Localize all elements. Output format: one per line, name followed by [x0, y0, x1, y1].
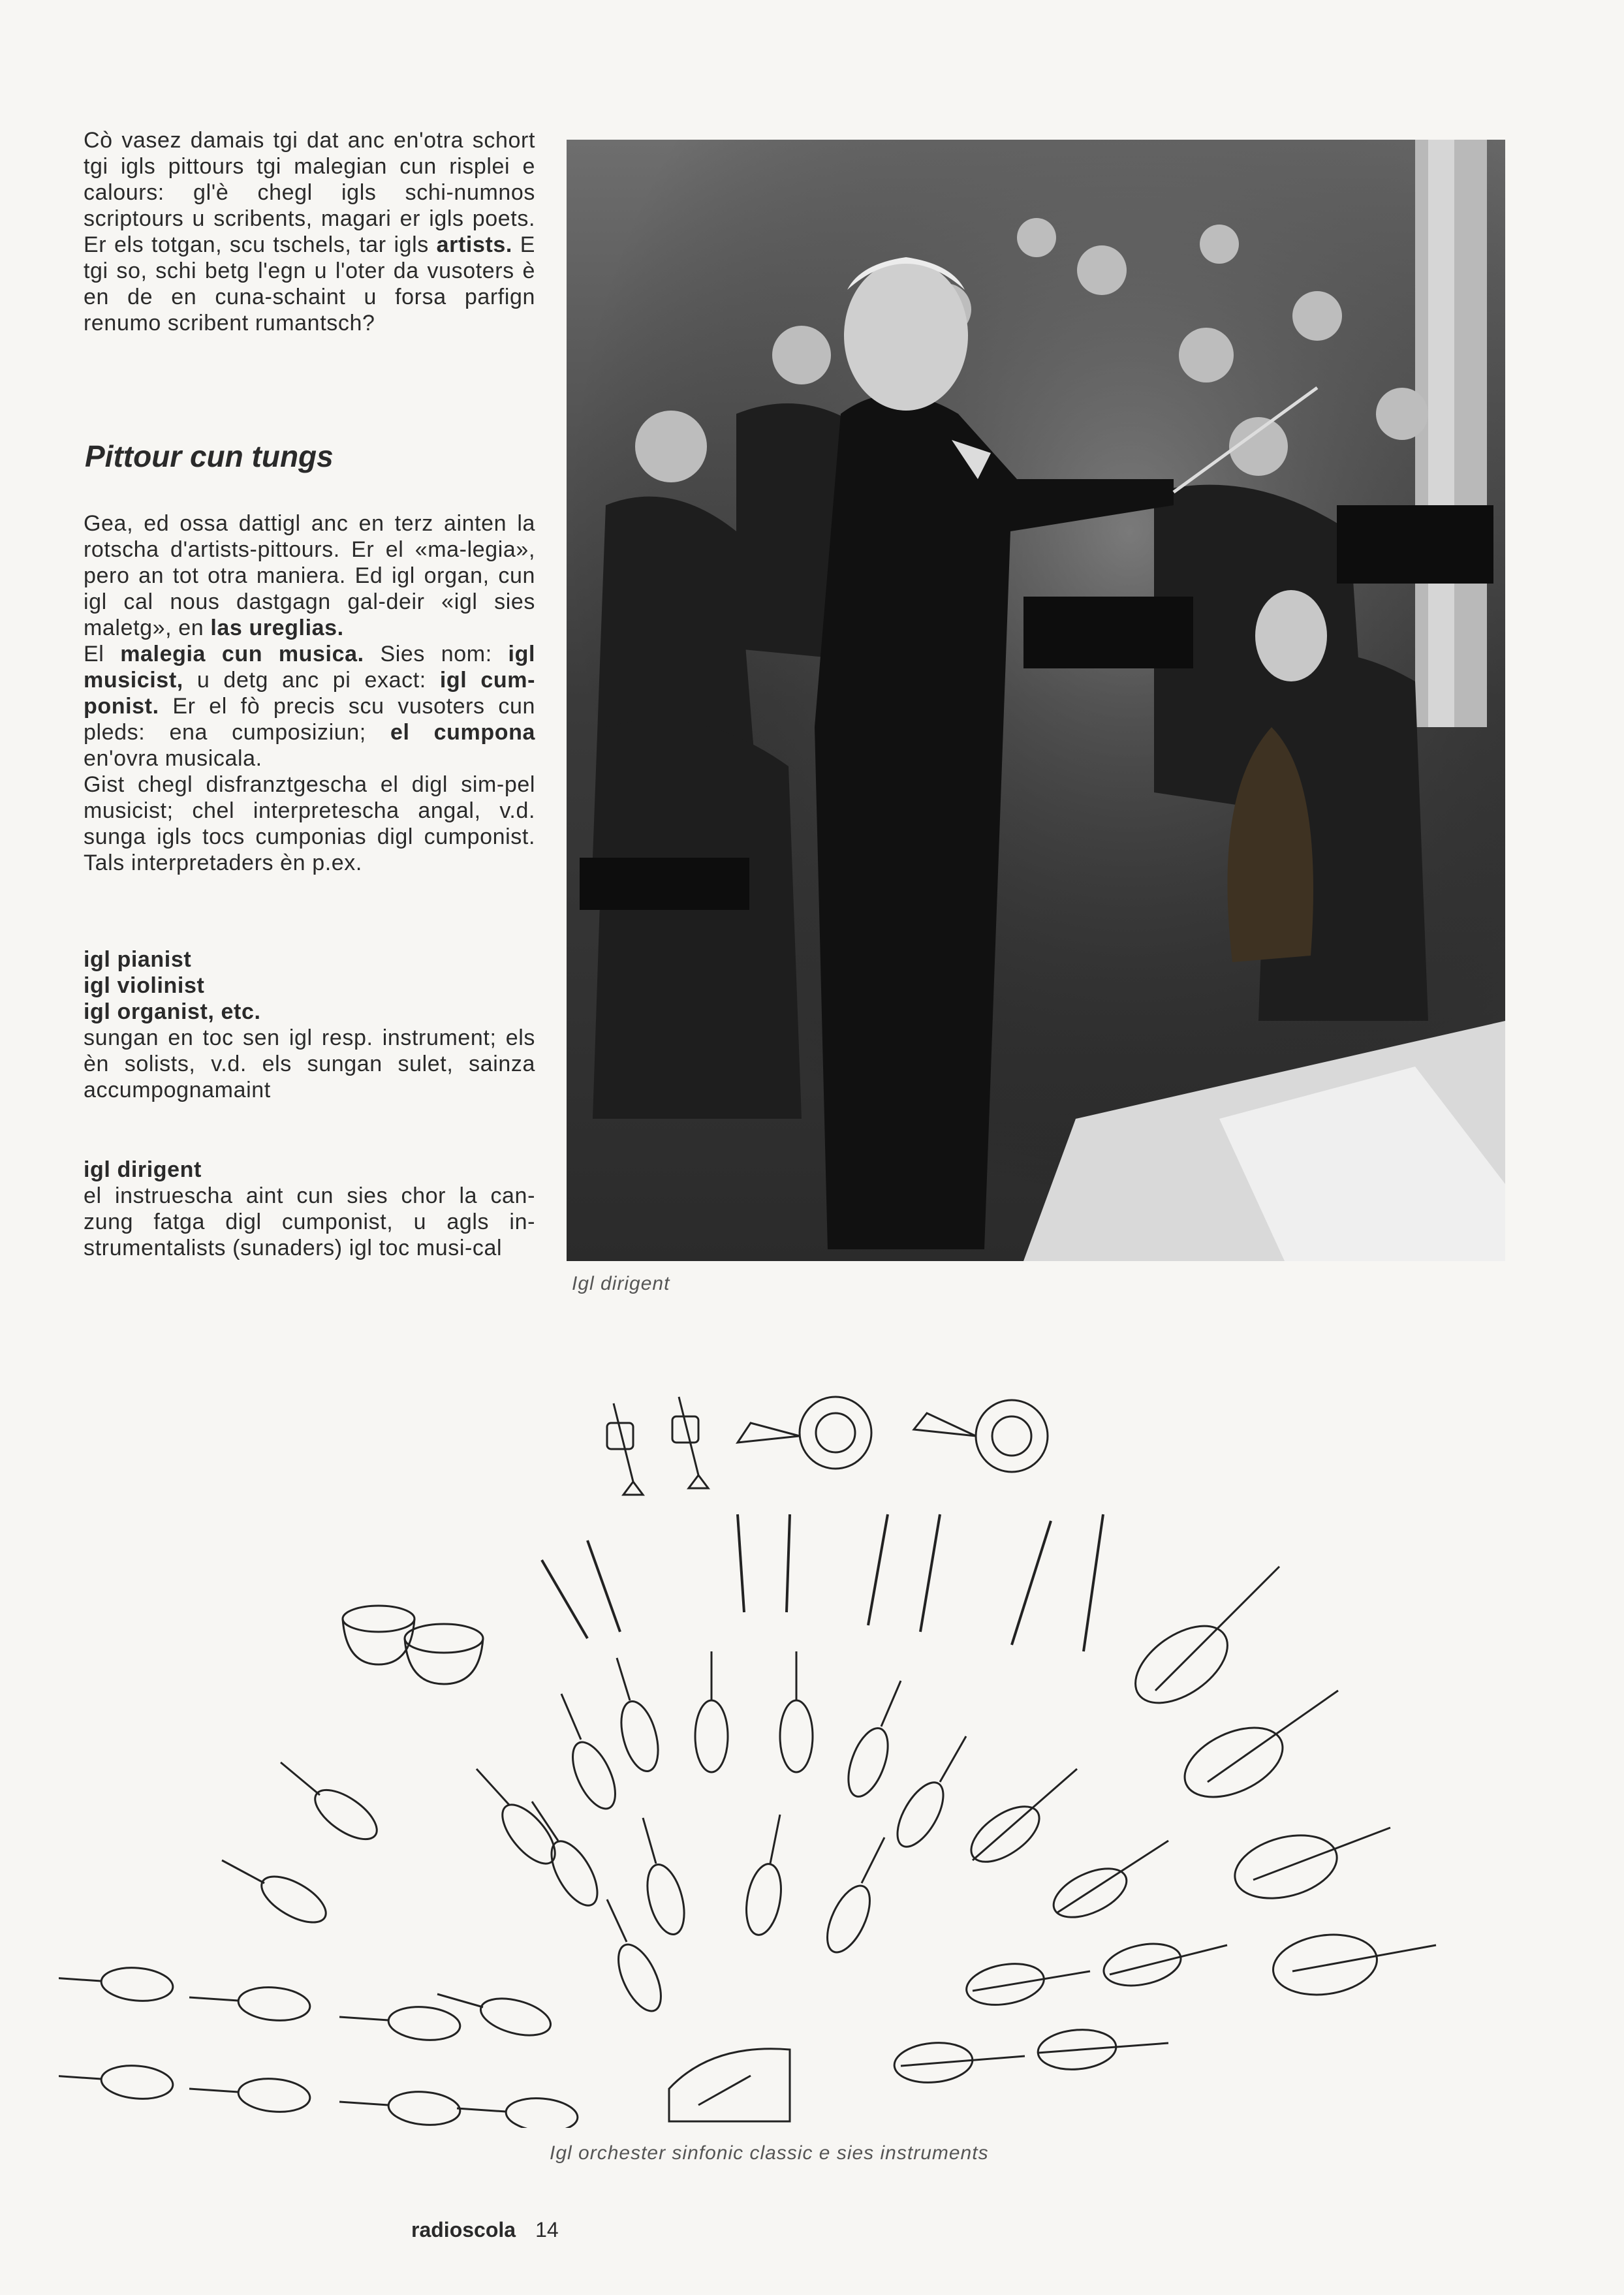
double-bass-icon	[1122, 1567, 1436, 2001]
section-paragraph-2: El malegia cun musica. Sies nom: igl musicist, u detg anc pi exact: igl cum-ponist. Er el fò precis scu vusoters cun pleds: ena cumposiziun; el cumpona en'ovra musicala.	[84, 642, 536, 771]
trumpet-icon	[607, 1397, 708, 1495]
dirigent-heading: igl dirigent	[84, 1157, 202, 1182]
page-footer	[411, 2218, 559, 2242]
intro-paragraph	[84, 127, 535, 336]
orchestra-caption: Igl orchester sinfonic classic e sies instruments	[550, 2142, 989, 2164]
dirigent-description: el instruescha aint cun sies chor la can-zung fatga digl cumponist, u agls in-strumentalists (sunaders) igl toc musi-cal	[84, 1183, 535, 1260]
list-description: sungan en toc sen igl resp. instrument; els èn solists, v.d. els sungan sulet, sainza accumpognamaint	[84, 1025, 535, 1102]
list-item: igl organist, etc.	[84, 999, 261, 1024]
section-body	[84, 510, 535, 876]
instrumentalist-list	[84, 946, 535, 1103]
conductor-photo	[567, 140, 1505, 1261]
intro-text: Cò vasez damais tgi dat anc en'otra schort tgi igls pittours tgi malegian cun risplei e calours: gl'è chegl igls schi-numnos scriptours u scribents, magari er igls poets. Er els totgan, scu tschels, tar igls	[84, 128, 535, 257]
section-paragraph-3: Gist chegl disfranztgescha el digl sim-pel musicist; chel interpretescha angal, v.d. sunga igls tocs cumponias digl cumponist. Tals interpretaders èn p.ex.	[84, 772, 535, 875]
page-number: 14	[535, 2218, 559, 2241]
section-heading: Pittour cun tungs	[85, 439, 334, 473]
cello-icon	[893, 1769, 1227, 2085]
section-paragraph-1: Gea, ed ossa dattigl anc en terz ainten la rotscha d'artists-pittours. Er el «ma-legia», pero an tot otra maniera. Ed igl organ, cun igl cal nous dastgagn gal-deir «igl sies maletg», en las ureglias.	[84, 511, 535, 640]
list-item: igl violinist	[84, 973, 205, 998]
list-item: igl pianist	[84, 947, 192, 972]
intro-text-rest: E tgi so, schi betg l'egn u l'oter da vusoters è en de en cuna-schaint u forsa parfign renumo scribent rumantsch?	[84, 232, 535, 336]
timpani-icon	[343, 1606, 483, 1684]
publication-name: radioscola	[411, 2218, 516, 2241]
dirigent-block	[84, 1157, 535, 1261]
orchestra-diagram	[59, 1358, 1534, 2128]
woodwind-icon	[542, 1514, 1103, 1651]
french-horn-icon	[738, 1397, 1048, 1472]
intro-bold: artists.	[436, 232, 512, 257]
photo-caption: Igl dirigent	[572, 1273, 670, 1294]
violin-icon	[59, 1651, 966, 2128]
conductor-podium-icon	[669, 2049, 790, 2121]
